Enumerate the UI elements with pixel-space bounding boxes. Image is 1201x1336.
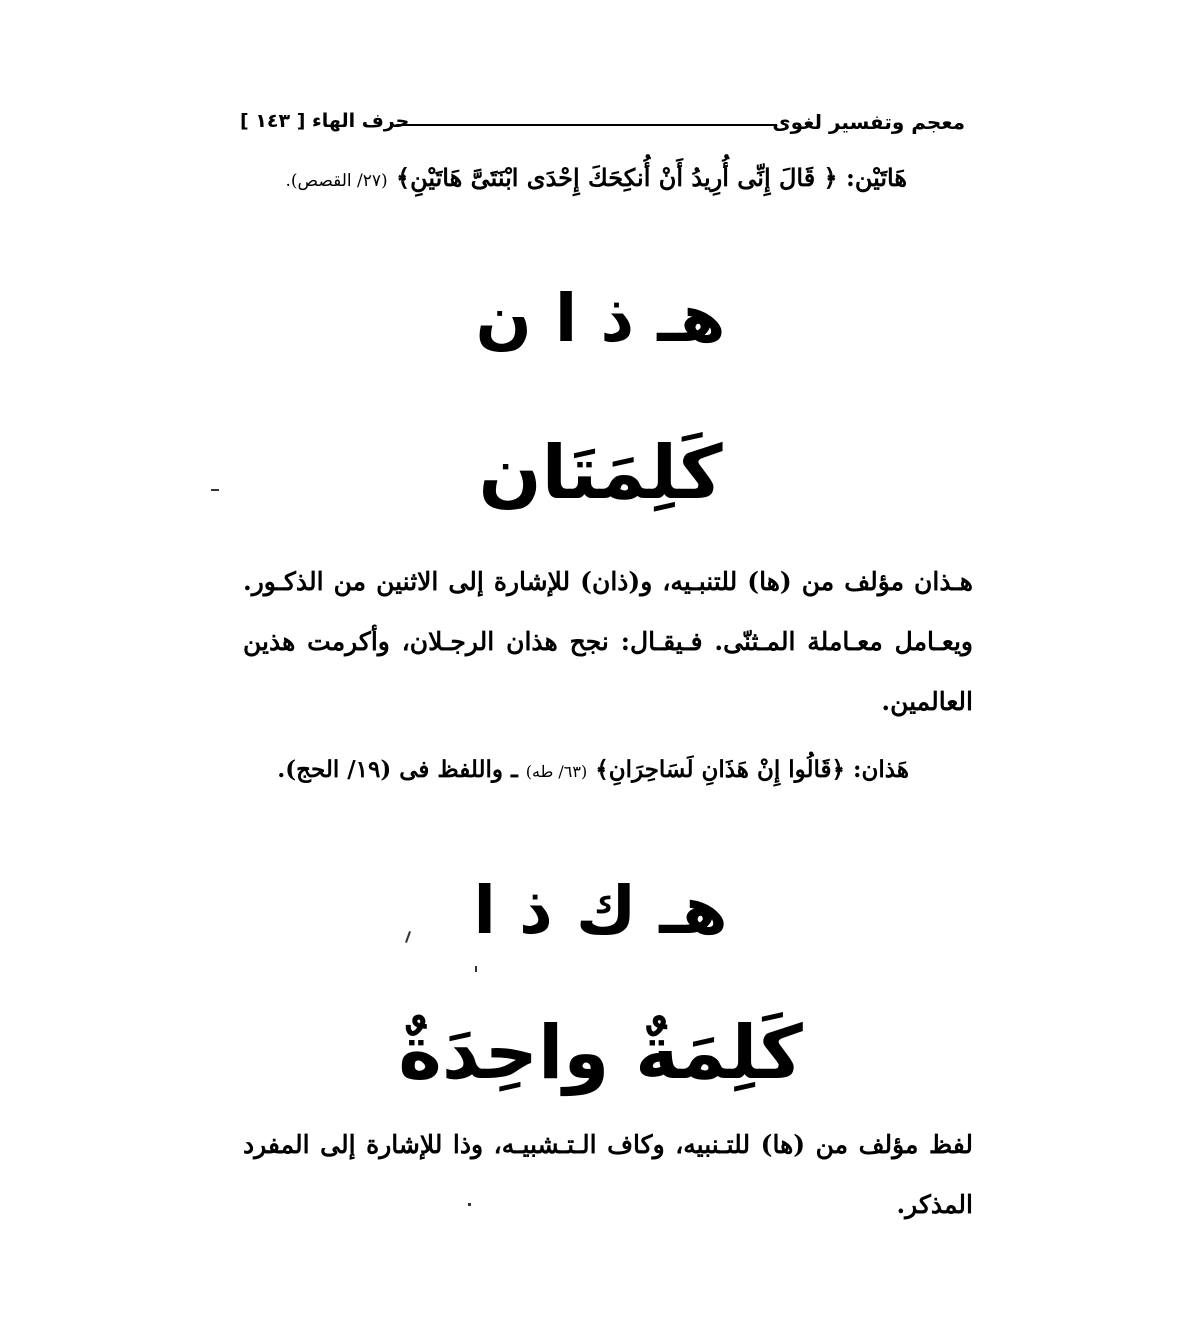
header-left — [240, 110, 409, 132]
scan-speck — [468, 1203, 471, 1206]
verse-reference: (٢٧/ القصص). — [285, 171, 388, 191]
book-title: معجم وتفسير لغوى — [772, 110, 965, 134]
quran-verse: ﴿قَالُوا إِنْ هَذَانِ لَسَاحِرَانِ﴾ — [595, 756, 845, 783]
page-number: [ ١٤٣ ] — [240, 110, 306, 132]
explanation-paragraph: لفظ مؤلف من (ها) للتـنبيه، وكاف الـتـشبيـه، وذا للإشارة إلى المفرد المذكر. — [243, 1130, 973, 1219]
heading-letters: هـ ذ ا ن — [475, 280, 726, 357]
verse-reference: (٦٣/ طه) — [525, 762, 588, 781]
scan-speck — [211, 489, 219, 491]
entry-term: هَاتَيْن: — [845, 163, 907, 192]
running-head — [240, 108, 965, 142]
hatayn-entry — [247, 160, 907, 199]
heading-classification: كَلِمَتَان — [478, 430, 723, 516]
quran-verse: ﴿ قَالَ إِنِّى أُرِيدُ أَنْ أُنكِحَكَ إِحْدَى ابْنَتَىَّ هَاتَيْنِ﴾ — [396, 163, 838, 192]
section-name: حرف الهاء — [312, 110, 410, 132]
scan-speck — [475, 966, 477, 972]
verse-note: ـ واللفظ فى (١٩/ الحج). — [277, 756, 518, 783]
hadhan-verse-line — [269, 752, 909, 790]
header-rule — [396, 124, 777, 126]
heading-letters: هـ ك ذ ا — [473, 872, 728, 949]
heading-classification: كَلِمَةٌ واحِدَةٌ — [398, 1010, 803, 1096]
explanation-paragraph: هـذان مؤلف من (ها) للتنبـيه، و(ذان) للإشارة إلى الاثنين من الذكـور. ويعـامل معـاملة المـثنّى. فـيقـال: نجح هذان الرجـلان، وأكرمت هذين العالمين. — [243, 567, 973, 716]
entry-term: هَذان: — [853, 756, 909, 783]
